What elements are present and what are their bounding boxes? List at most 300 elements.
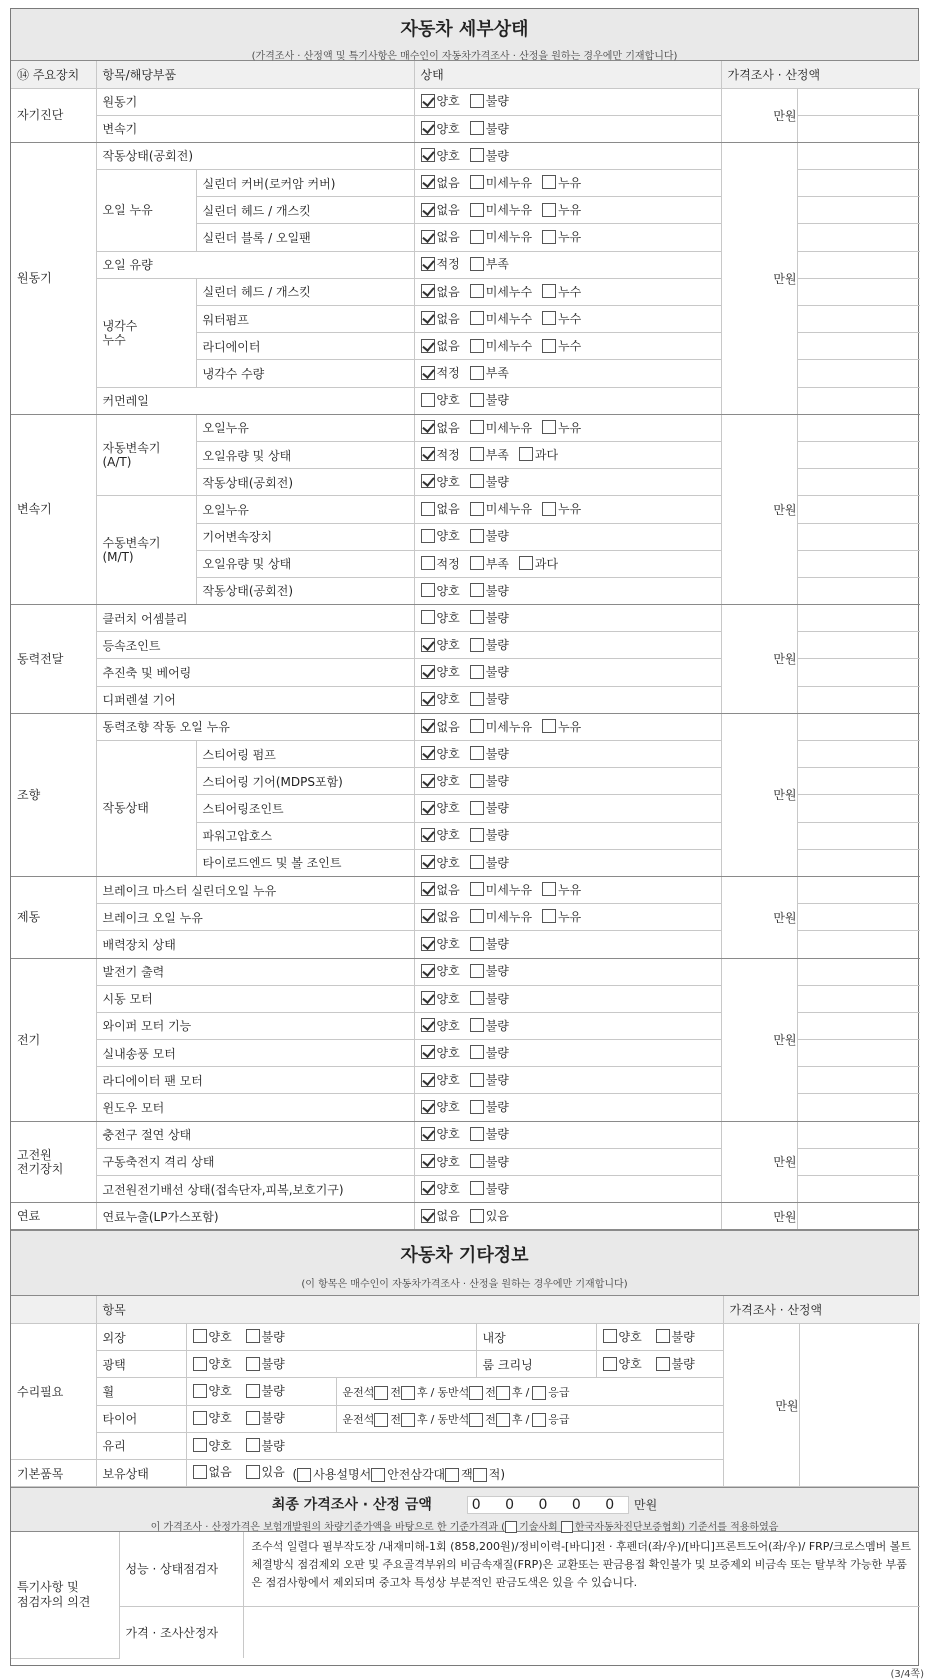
status-option[interactable] [421,881,460,898]
checkbox-icon[interactable] [470,447,484,461]
price-input[interactable] [797,550,920,577]
status-option[interactable] [470,799,509,816]
checkbox-icon[interactable] [470,175,484,189]
price-input[interactable] [797,822,920,849]
tire-passenger-front-checkbox[interactable] [469,1413,483,1427]
checked-checkbox-icon[interactable] [421,203,435,217]
checked-checkbox-icon[interactable] [421,1209,435,1223]
checkbox-icon[interactable] [470,610,484,624]
glass-bad-checkbox[interactable] [246,1438,260,1452]
checkbox-icon[interactable] [519,447,533,461]
status-option[interactable] [421,908,460,925]
price-input[interactable] [797,224,920,251]
checkbox-icon[interactable] [470,774,484,788]
jack-checkbox[interactable] [445,1468,459,1482]
status-options [414,360,721,387]
item-label: 실내송풍 모터 [96,1040,414,1067]
price-input[interactable] [797,197,920,224]
checked-checkbox-icon[interactable] [421,1018,435,1032]
room-cleaning-bad-checkbox[interactable] [656,1357,670,1371]
checkbox-icon[interactable] [542,882,556,896]
checkbox-icon[interactable] [470,1209,484,1223]
status-option[interactable] [542,718,581,735]
checkbox-icon[interactable] [470,719,484,733]
item-label: 파워고압호스 [196,822,414,849]
status-option[interactable] [542,881,581,898]
price-input[interactable] [797,1094,920,1121]
gloss-bad-checkbox[interactable] [246,1357,260,1371]
status-option[interactable] [421,690,460,707]
checkbox-icon[interactable] [421,610,435,624]
status-option[interactable] [470,582,509,599]
status-option[interactable] [470,854,509,871]
status-option[interactable] [470,636,509,653]
status-option[interactable] [470,1153,509,1170]
price-input[interactable] [797,1121,920,1148]
other-price-input[interactable] [799,1324,920,1487]
checkbox-icon[interactable] [470,746,484,760]
status-option[interactable] [421,255,460,272]
wheel-bad-checkbox[interactable] [246,1384,260,1398]
checkbox-icon[interactable] [470,1154,484,1168]
checked-checkbox-icon[interactable] [421,1045,435,1059]
price-input[interactable] [797,795,920,822]
price-input[interactable] [797,632,920,659]
room-cleaning-good-checkbox[interactable] [603,1357,617,1371]
status-option[interactable] [542,419,581,436]
status-option[interactable] [421,854,460,871]
checked-checkbox-icon[interactable] [421,1100,435,1114]
checkbox-icon[interactable] [421,529,435,543]
price-input[interactable] [797,333,920,360]
status-option[interactable] [421,201,460,218]
status-option[interactable] [470,419,532,436]
price-input[interactable] [797,1148,920,1175]
status-option[interactable] [421,1125,460,1142]
checkbox-icon[interactable] [470,855,484,869]
checkbox-icon[interactable] [470,230,484,244]
status-option[interactable] [470,446,509,463]
checkbox-icon[interactable] [470,1100,484,1114]
checkbox-icon[interactable] [542,339,556,353]
status-option[interactable] [470,310,532,327]
status-option[interactable] [421,147,460,164]
status-option[interactable] [421,555,460,572]
possession-label: 보유상태 [96,1460,186,1487]
checkbox-icon[interactable] [470,1045,484,1059]
checkbox-icon[interactable] [542,311,556,325]
checkbox-icon[interactable] [542,230,556,244]
status-option[interactable] [470,147,509,164]
checkbox-icon[interactable] [470,94,484,108]
tire-driver-rear-checkbox[interactable] [401,1413,415,1427]
status-option[interactable] [470,690,509,707]
option-label: 미세누유 [485,502,533,517]
status-option[interactable] [421,935,460,952]
checkbox-icon[interactable] [470,339,484,353]
status-option[interactable] [470,908,532,925]
checkbox-icon[interactable] [470,474,484,488]
checked-checkbox-icon[interactable] [421,284,435,298]
checkbox-icon[interactable] [470,148,484,162]
status-option[interactable] [421,1017,460,1034]
status-option[interactable] [421,1071,460,1088]
option-label: 양호 [436,1127,460,1142]
status-option[interactable] [470,500,532,517]
status-option[interactable] [470,120,509,137]
status-option[interactable] [421,419,460,436]
checkbox-icon[interactable] [470,991,484,1005]
checked-checkbox-icon[interactable] [421,774,435,788]
interior-bad-checkbox[interactable] [656,1329,670,1343]
status-option[interactable] [470,745,509,762]
status-option[interactable] [470,283,532,300]
status-option[interactable] [421,1153,460,1170]
status-options [414,251,721,278]
price-input[interactable] [797,469,920,496]
checked-checkbox-icon[interactable] [421,909,435,923]
checked-checkbox-icon[interactable] [421,1181,435,1195]
checked-checkbox-icon[interactable] [421,937,435,951]
checked-checkbox-icon[interactable] [421,638,435,652]
option-label: 불량 [485,774,509,789]
price-inspector-text[interactable] [243,1606,920,1658]
status-option[interactable] [421,745,460,762]
manual-checkbox[interactable] [297,1468,311,1482]
price-input[interactable] [797,876,920,903]
status-option[interactable] [421,1180,460,1197]
status-option[interactable] [542,228,581,245]
status-option[interactable] [470,609,509,626]
wheel-driver-front-checkbox[interactable] [374,1386,388,1400]
status-option[interactable] [470,174,532,191]
wheel-passenger-front-checkbox[interactable] [469,1386,483,1400]
price-input[interactable] [797,142,920,169]
checked-checkbox-icon[interactable] [421,692,435,706]
status-option[interactable] [470,1098,509,1115]
wheel-good-checkbox[interactable] [193,1384,207,1398]
gloss-good-checkbox[interactable] [193,1357,207,1371]
price-input[interactable] [797,523,920,550]
status-option[interactable] [542,908,581,925]
checkbox-icon[interactable] [421,502,435,516]
checkbox-icon[interactable] [470,1181,484,1195]
status-option[interactable] [470,201,532,218]
status-option[interactable] [421,799,460,816]
checked-checkbox-icon[interactable] [421,94,435,108]
status-option[interactable] [519,446,558,463]
status-option[interactable] [470,881,532,898]
checked-checkbox-icon[interactable] [421,257,435,271]
option-label: 없음 [436,1209,460,1224]
wheel-passenger-rear-checkbox[interactable] [496,1386,510,1400]
option-label: 양호 [208,1329,232,1344]
price-input[interactable] [797,849,920,876]
price-input[interactable] [797,713,920,740]
wheel-emergency-checkbox[interactable] [532,1386,546,1400]
checkbox-icon[interactable] [542,502,556,516]
item-label: 오일누유 [196,414,414,441]
status-option[interactable] [421,1044,460,1061]
status-option[interactable] [421,636,460,653]
status-option[interactable] [542,283,581,300]
status-option[interactable] [421,582,460,599]
checkbox-icon[interactable] [470,964,484,978]
checkbox-icon[interactable] [470,257,484,271]
status-option[interactable] [470,1017,509,1034]
checked-checkbox-icon[interactable] [421,746,435,760]
checkbox-icon[interactable] [470,583,484,597]
checkbox-icon[interactable] [470,121,484,135]
price-input[interactable] [797,251,920,278]
status-option[interactable] [470,990,509,1007]
item-label: 시동 모터 [96,985,414,1012]
status-option[interactable] [470,826,509,843]
status-option[interactable] [421,228,460,245]
checkbox-icon[interactable] [421,583,435,597]
checked-checkbox-icon[interactable] [421,964,435,978]
status-option[interactable] [519,555,558,572]
price-input[interactable] [797,659,920,686]
room-cleaning-label: 룸 크리닝 [476,1351,596,1378]
status-option[interactable] [421,718,460,735]
checkbox-icon[interactable] [470,1073,484,1087]
possession-have-checkbox[interactable] [246,1465,260,1479]
status-option[interactable] [470,1180,509,1197]
price-input[interactable] [797,741,920,768]
status-option[interactable] [470,527,509,544]
wheel-driver-rear-checkbox[interactable] [401,1386,415,1400]
checked-checkbox-icon[interactable] [421,882,435,896]
status-option[interactable] [421,446,460,463]
item-label: 발전기 출력 [96,958,414,985]
subgroup-label: 오일 누유 [96,170,196,252]
price-input[interactable] [797,115,920,142]
status-option[interactable] [542,174,581,191]
checkbox-icon[interactable] [470,393,484,407]
status-option[interactable] [421,826,460,843]
price-input[interactable] [797,88,920,115]
tire-driver-front-checkbox[interactable] [374,1413,388,1427]
checkbox-icon[interactable] [470,909,484,923]
checked-checkbox-icon[interactable] [421,339,435,353]
checked-checkbox-icon[interactable] [421,420,435,434]
price-input[interactable] [797,1040,920,1067]
checkbox-icon[interactable] [470,420,484,434]
price-input[interactable] [797,768,920,795]
price-input[interactable] [797,306,920,333]
status-option[interactable] [470,935,509,952]
checkbox-icon[interactable] [542,175,556,189]
option-label: 있음 [261,1465,285,1480]
price-input[interactable] [797,958,920,985]
status-options [414,1067,721,1094]
association-checkbox[interactable] [561,1521,573,1533]
checkbox-icon[interactable] [542,284,556,298]
price-input[interactable] [797,278,920,305]
checked-checkbox-icon[interactable] [421,148,435,162]
status-option[interactable] [421,283,460,300]
status-option[interactable] [470,1125,509,1142]
tech-society-checkbox[interactable] [505,1521,517,1533]
price-input[interactable] [797,1203,920,1230]
status-option[interactable] [542,337,581,354]
status-option[interactable] [470,663,509,680]
checkbox-icon[interactable] [542,909,556,923]
status-option[interactable] [421,500,460,517]
checked-checkbox-icon[interactable] [421,719,435,733]
price-input[interactable] [797,1176,920,1203]
checked-checkbox-icon[interactable] [421,175,435,189]
tire-passenger-rear-checkbox[interactable] [496,1413,510,1427]
checked-checkbox-icon[interactable] [421,828,435,842]
status-option[interactable] [470,337,532,354]
price-input[interactable] [797,985,920,1012]
status-option[interactable] [421,391,460,408]
price-input[interactable] [797,360,920,387]
status-option[interactable] [421,364,460,381]
checkbox-icon[interactable] [542,719,556,733]
checkbox-icon[interactable] [470,638,484,652]
status-options [414,795,721,822]
status-option[interactable] [470,718,532,735]
status-option[interactable] [421,473,460,490]
option-label: 불량 [671,1357,695,1372]
interior-good-checkbox[interactable] [603,1329,617,1343]
tire-emergency-checkbox[interactable] [532,1413,546,1427]
status-option[interactable] [421,120,460,137]
tool-checkbox[interactable] [473,1468,487,1482]
price-input[interactable] [797,686,920,713]
status-option[interactable] [421,663,460,680]
price-input[interactable] [797,387,920,414]
status-option[interactable] [470,391,509,408]
checkbox-icon[interactable] [421,393,435,407]
checkbox-icon[interactable] [470,692,484,706]
item-label: 실린더 헤드 / 개스킷 [196,197,414,224]
checked-checkbox-icon[interactable] [421,1127,435,1141]
checked-checkbox-icon[interactable] [421,1073,435,1087]
price-input[interactable] [797,441,920,468]
checked-checkbox-icon[interactable] [421,855,435,869]
checkbox-icon[interactable] [470,882,484,896]
status-option[interactable] [421,772,460,789]
status-option[interactable] [470,772,509,789]
subgroup-label: 냉각수 누수 [96,278,196,387]
checkbox-icon[interactable] [470,502,484,516]
checkbox-icon[interactable] [470,801,484,815]
possession-none-checkbox[interactable] [193,1465,207,1479]
checked-checkbox-icon[interactable] [421,447,435,461]
status-option[interactable] [542,310,581,327]
checkbox-icon[interactable] [470,366,484,380]
header-status: 상태 [414,61,721,88]
price-input[interactable] [797,170,920,197]
tire-bad-checkbox[interactable] [246,1411,260,1425]
option-label: 불량 [485,746,509,761]
status-option[interactable] [421,1207,460,1224]
status-option[interactable] [421,990,460,1007]
price-input[interactable] [797,931,920,958]
checkbox-icon[interactable] [470,311,484,325]
status-option[interactable] [470,473,509,490]
exterior-bad-checkbox[interactable] [246,1329,260,1343]
status-option[interactable] [470,1071,509,1088]
checkbox-icon[interactable] [470,665,484,679]
tire-good-checkbox[interactable] [193,1411,207,1425]
checked-checkbox-icon[interactable] [421,991,435,1005]
checkbox-icon[interactable] [519,556,533,570]
status-option[interactable] [470,364,509,381]
triangle-label: 안전삼각대 [387,1467,446,1482]
checked-checkbox-icon[interactable] [421,801,435,815]
status-option[interactable] [421,527,460,544]
status-option[interactable] [421,337,460,354]
checkbox-icon[interactable] [542,420,556,434]
triangle-checkbox[interactable] [371,1468,385,1482]
price-input[interactable] [797,414,920,441]
price-input[interactable] [797,577,920,604]
status-option[interactable] [470,1207,509,1224]
status-option[interactable] [470,962,509,979]
exterior-good-checkbox[interactable] [193,1329,207,1343]
checkbox-icon[interactable] [421,556,435,570]
status-option[interactable] [421,310,460,327]
price-input[interactable] [797,1012,920,1039]
checkbox-icon[interactable] [470,828,484,842]
price-input[interactable] [797,605,920,632]
status-option[interactable] [470,228,532,245]
section-label: 변속기 [11,414,96,604]
checked-checkbox-icon[interactable] [421,665,435,679]
status-option[interactable] [421,962,460,979]
status-option[interactable] [542,500,581,517]
status-option[interactable] [421,92,460,109]
status-option[interactable] [421,1098,460,1115]
item-label: 구동축전지 격리 상태 [96,1148,414,1175]
status-option[interactable] [470,92,509,109]
checkbox-icon[interactable] [542,203,556,217]
status-option[interactable] [470,555,509,572]
price-input[interactable] [797,1067,920,1094]
status-option[interactable] [542,201,581,218]
checked-checkbox-icon[interactable] [421,474,435,488]
checked-checkbox-icon[interactable] [421,230,435,244]
checkbox-icon[interactable] [470,1018,484,1032]
price-input[interactable] [797,496,920,523]
final-amount-unit: 만원 [633,1498,658,1513]
checked-checkbox-icon[interactable] [421,311,435,325]
status-option[interactable] [470,1044,509,1061]
option-label: 양호 [436,692,460,707]
checked-checkbox-icon[interactable] [421,366,435,380]
status-option[interactable] [470,255,509,272]
checked-checkbox-icon[interactable] [421,1154,435,1168]
option-label: 불량 [485,1154,509,1169]
checked-checkbox-icon[interactable] [421,121,435,135]
checkbox-icon[interactable] [470,203,484,217]
checkbox-icon[interactable] [470,284,484,298]
glass-good-checkbox[interactable] [193,1438,207,1452]
checkbox-icon[interactable] [470,529,484,543]
price-input[interactable] [797,904,920,931]
final-amount-digits[interactable]: 0 0 0 0 0 [467,1496,629,1514]
status-option[interactable] [421,174,460,191]
checkbox-icon[interactable] [470,556,484,570]
checkbox-icon[interactable] [470,1127,484,1141]
status-option[interactable] [421,609,460,626]
checkbox-icon[interactable] [470,937,484,951]
